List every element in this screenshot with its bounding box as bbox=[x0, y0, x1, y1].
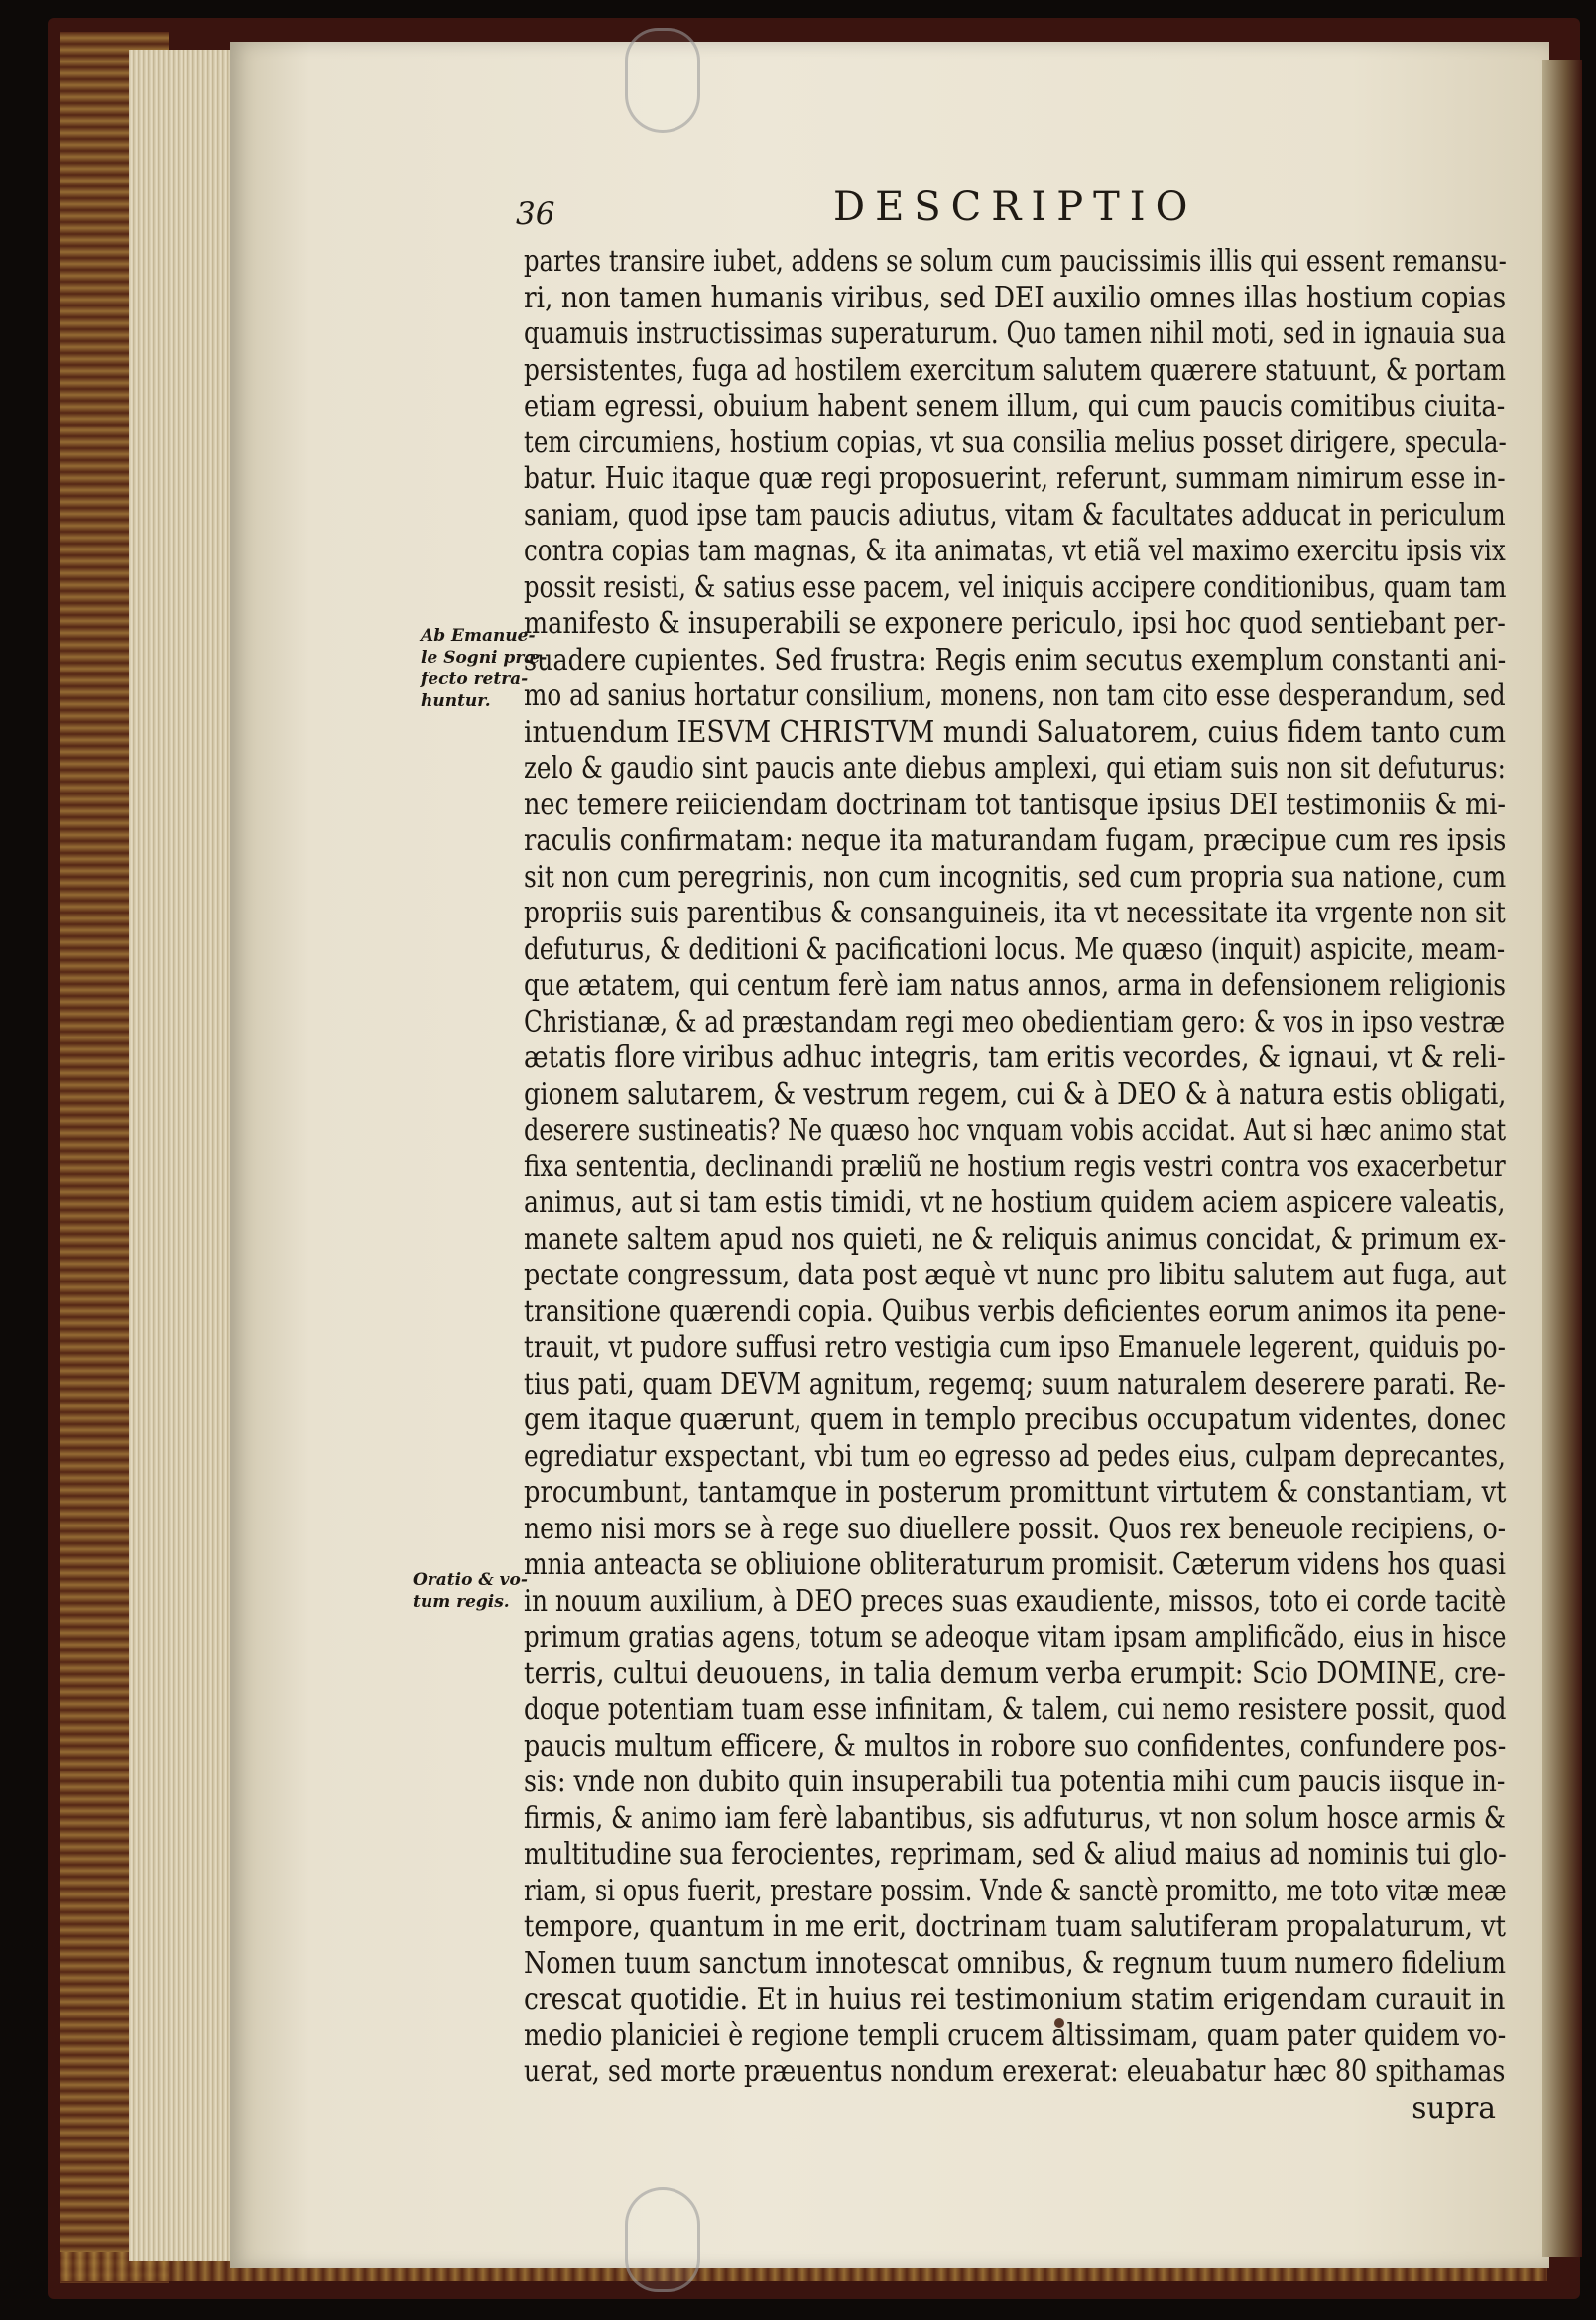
text-line: propriis suis parentibus & consanguineis, ita vt necessitate ita vrgente non sit bbox=[524, 896, 1506, 929]
text-line: que ætatem, qui centum ferè iam natus annos, arma in defensionem religionis bbox=[524, 968, 1507, 1002]
text-line: Nomen tuum sanctum innotescat omnibus, & regnum tuum numero fidelium bbox=[524, 1945, 1506, 1980]
running-title: DESCRIPTIO bbox=[833, 184, 1198, 230]
text-line: tius pati, quam DEVM agnitum, regemq; suum naturalem deserere parati. Re- bbox=[524, 1366, 1506, 1401]
text-line: procumbunt, tantamque in posterum promittunt virtutem & constantiam, vt bbox=[524, 1475, 1507, 1509]
text-line: zelo & gaudio sint paucis ante diebus amplexi, qui etiam suis non sit defuturus: bbox=[524, 751, 1506, 785]
text-line: contra copias tam magnas, & ita animatas, vt etiã vel maximo exercitu ipsis vix bbox=[524, 534, 1506, 567]
marginal-note-line: tum regis. bbox=[413, 1592, 510, 1612]
text-line: uerat, sed morte præuentus nondum erexerat: eleuabatur hæc 80 spithamas bbox=[524, 2054, 1506, 2088]
text-line: manifesto & insuperabili se exponere periculo, ipsi hoc quod sentiebant per- bbox=[524, 606, 1506, 640]
text-line: batur. Huic itaque quæ regi proposuerint, referunt, summam nimirum esse in- bbox=[524, 461, 1506, 495]
text-line: gionem salutarem, & vestrum regem, cui & à DEO & à natura estis obligati, bbox=[524, 1076, 1507, 1111]
body-text bbox=[524, 243, 1507, 2126]
marginal-note bbox=[413, 1569, 528, 1613]
text-line: nemo nisi mors se à rege suo diuellere possit. Quos rex beneuole recipiens, o- bbox=[524, 1511, 1507, 1545]
text-line: persistentes, fuga ad hostilem exercitum salutem quærere statuunt, & portam bbox=[524, 352, 1506, 387]
text-line: sit non cum peregrinis, non cum incognitis, sed cum propria sua natione, cum bbox=[524, 859, 1507, 894]
text-line: manete saltem apud nos quieti, ne & reliquis animus concidat, & primum ex- bbox=[524, 1221, 1507, 1256]
text-line: fixa sententia, declinandi præliũ ne hostium regis vestri contra vos exacerbetur bbox=[524, 1149, 1506, 1183]
text-line: nec temere reiiciendam doctrinam tot tantisque ipsius DEI testimoniis & mi- bbox=[524, 787, 1506, 821]
text-line: paucis multum efficere, & multos in robore suo confidentes, confundere pos- bbox=[524, 1728, 1507, 1763]
marginal-note-line: huntur. bbox=[421, 691, 491, 711]
clip-top-icon bbox=[625, 28, 700, 133]
text-line: mo ad sanius hortatur consilium, monens, non tam cito esse desperandum, sed bbox=[524, 678, 1506, 712]
text-line: ætatis flore viribus adhuc integris, tam eritis vecordes, & ignaui, vt & reli- bbox=[524, 1040, 1506, 1074]
text-line: possit resisti, & satius esse pacem, vel iniquis accipere conditionibus, quam tam bbox=[524, 569, 1507, 604]
text-line: sis: vnde non dubito quin insuperabili tua potentia mihi cum paucis iisque in- bbox=[524, 1765, 1506, 1798]
text-line: transitione quærendi copia. Quibus verbis deficientes eorum animos ita pene- bbox=[524, 1293, 1507, 1328]
text-line: animus, aut si tam estis timidi, vt ne hostium quidem aciem aspicere valeatis, bbox=[524, 1185, 1506, 1219]
text-line: ri, non tamen humanis viribus, sed DEI auxilio omnes illas hostium copias bbox=[524, 280, 1507, 314]
page-number: 36 bbox=[516, 196, 555, 232]
text-line: defuturus, & deditioni & pacificationi locus. Me quæso (inquit) aspicite, meam- bbox=[524, 931, 1506, 966]
text-line: primum gratias agens, totum se adeoque vitam ipsam amplificãdo, eius in hisce bbox=[524, 1620, 1507, 1653]
text-line: terris, cultui deuouens, in talia demum verba erumpit: Scio DOMINE, cre- bbox=[524, 1655, 1506, 1690]
text-line: riam, si opus fuerit, prestare possim. Vnde & sanctè promitto, me toto vitæ meæ bbox=[524, 1873, 1507, 1907]
page-right-edge bbox=[1542, 60, 1582, 2257]
text-line: tem circumiens, hostium copias, vt sua consilia melius posset dirigere, specula- bbox=[524, 425, 1507, 459]
text-line: etiam egressi, obuium habent senem illum, qui cum paucis comitibus ciuita- bbox=[524, 389, 1506, 423]
text-line: egrediatur exspectant, vbi tum eo egresso ad pedes eius, culpam deprecantes, bbox=[524, 1438, 1506, 1473]
text-line: deserere sustineatis? Ne quæso hoc vnquam vobis accidat. Aut si hæc animo stat bbox=[524, 1113, 1507, 1147]
text-line: partes transire iubet, addens se solum cum paucissimis illis qui essent remansu- bbox=[524, 244, 1507, 278]
text-line: in nouum auxilium, à DEO preces suas exaudiente, missos, toto ei corde tacitè bbox=[524, 1583, 1507, 1618]
text-line: quamuis instructissimas superaturum. Quo tamen nihil moti, sed in ignauia sua bbox=[524, 316, 1506, 350]
text-line: saniam, quod ipse tam paucis adiutus, vitam & facultates adducat in periculum bbox=[524, 497, 1506, 532]
text-line: multitudine sua ferocientes, reprimam, sed & aliud maius ad nominis tui glo- bbox=[524, 1837, 1507, 1871]
text-line: firmis, & animo iam ferè labantibus, sis adfuturus, vt non solum hosce armis & bbox=[524, 1800, 1506, 1835]
text-line: supra bbox=[1412, 2090, 1496, 2125]
text-line: tempore, quantum in me erit, doctrinam tuam salutiferam propalaturum, vt bbox=[524, 1909, 1507, 1943]
text-line: gem itaque quærunt, quem in templo precibus occupatum videntes, donec bbox=[524, 1403, 1507, 1436]
text-line: doque potentiam tuam esse infinitam, & talem, cui nemo resistere possit, quod bbox=[524, 1692, 1507, 1726]
text-line: mnia anteacta se obliuione obliteraturum promisit. Cæterum videns hos quasi bbox=[524, 1547, 1507, 1581]
marginal-note-line: fecto retra- bbox=[421, 670, 529, 689]
page-header bbox=[516, 179, 1409, 238]
text-line: trauit, vt pudore suffusi retro vestigia cum ipso Emanuele legerent, quiduis po- bbox=[524, 1330, 1506, 1364]
text-line: pectate congressum, data post æquè vt nunc pro libitu salutem aut fuga, aut bbox=[524, 1258, 1507, 1291]
marginal-note-line: Oratio & vo- bbox=[413, 1570, 528, 1590]
text-line: crescat quotidie. Et in huius rei testimonium statim erigendam curauit in bbox=[524, 1982, 1506, 2015]
marginal-note-line: le Sogni præ- bbox=[421, 648, 548, 668]
text-line: raculis confirmatam: neque ita maturandam fugam, præcipue cum res ipsis bbox=[524, 823, 1507, 857]
marginal-note-line: Ab Emanue- bbox=[421, 626, 536, 646]
text-line: medio planiciei è regione templi crucem altissimam, quam pater quidem vo- bbox=[524, 2017, 1507, 2052]
text-line: intuendum IESVM CHRISTVM mundi Saluatorem, cuius fidem tanto cum bbox=[524, 714, 1507, 749]
text-line: suadere cupientes. Sed frustra: Regis enim secutus exemplum constanti ani- bbox=[524, 642, 1507, 676]
text-line: Christianæ, & ad præstandam regi meo obedientiam gero: & vos in ipso vestræ bbox=[524, 1004, 1506, 1038]
clip-bottom-icon bbox=[625, 2187, 700, 2292]
